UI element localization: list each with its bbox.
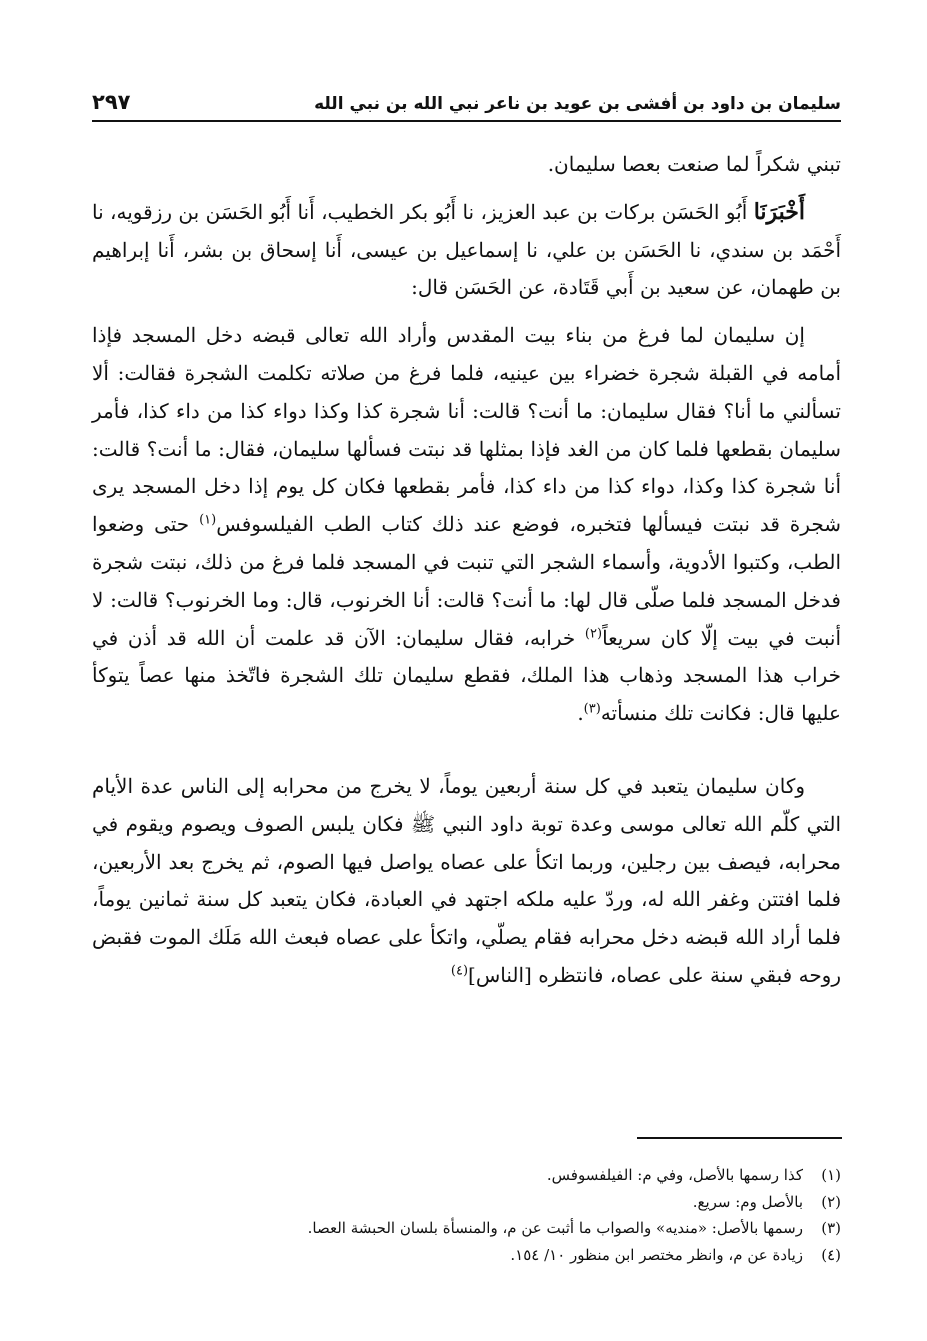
footnote-text: زيادة عن م، وانظر مختصر ابن منظور ١٠/ ١٥٤. [510,1245,803,1264]
paragraph-worship [92,768,841,995]
footnote-ref-1[interactable]: (١) [199,512,217,528]
footnote-number: (٤) [821,1245,841,1264]
footnote-ref-2[interactable]: (٢) [584,625,603,641]
story-text-d: . [577,701,584,726]
footnote-number: (١) [821,1166,841,1184]
worship-text: وكان سليمان يتعبد في كل سنة أربعين يوماً، لا يخرج من محرابه إلى الناس عدة الأيام التي كلّم الله تعالى موسى وعدة توبة داود النبي ﷺ فكان يلبس الصوف ويصوم ويقوم في محرابه، فيصف بين رجلين، وربما اتكأ على عصاه يواصل فيها الصوم، ثم يخرج بعد الأربعين، فلما افتتن وغفر الله له، وردّ عليه ملكه اجتهد في العبادة، فكان يتعبد كل سنة ثمانين يوماً، فلما أراد الله قبضه دخل محرابه فقام يصلّي، واتكأ على عصاه فبعث الله مَلَك الموت فقبض روحه فبقي سنة على عصاه، فانتظره [الناس] [92,773,841,987]
paragraph-1-text: تبني شكراً لما صنعت بعصا سليمان. [547,152,841,176]
footnote-number: (٢) [821,1192,841,1211]
footnote-number: (٣) [821,1219,841,1237]
paragraph-isnad [92,194,841,307]
footnote-3 [92,1215,841,1242]
footnote-2 [92,1189,841,1216]
page-header [92,78,841,122]
footnote-4 [92,1242,841,1269]
paragraph-1 [92,146,841,184]
footnote-text: رسمها بالأصل: «منديه» والصواب ما أثبت عن م، والمنسأة بلسان الحبشة العصا. [307,1219,803,1237]
footnote-text: كذا رسمها بالأصل، وفي م: الفيلفسوفس. [546,1166,803,1184]
footnote-1 [92,1162,841,1189]
running-title: سليمان بن داود بن أفشى بن عويد بن ناعر نبي الله بن نبي الله [314,94,841,114]
footnote-separator [637,1137,842,1139]
page-number: ٢٩٧ [92,90,131,114]
main-text [92,146,841,995]
isnad-text: أَبُو الحَسَن بركات بن عبد العزيز، نا أَبُو بكر الخطيب، أَنا أَبُو الحَسَن بن رزقويه، نا أَحْمَد بن سندي، نا الحَسَن بن علي، نا إسماعيل بن عيسى، أَنا إسحاق بن بشر، أَنا إبراهيم بن طهمان، عن سعيد بن أَبي قَتَادة، عن الحَسَن قال: [92,199,841,300]
paragraph-story [92,317,841,733]
footnote-ref-4[interactable]: (٤) [450,963,469,979]
footnote-text: بالأصل وم: سريع. [692,1192,803,1211]
footnotes [92,1162,841,1268]
story-text-b: حتى وضعوا الطب، وكتبوا الأدوية، وأسماء الشجر التي تنبت في المسجد فلما فرغ من ذلك، نبتت شجرة فدخل المسجد فلما صلّى قال لها: ما أنت؟ قالت: أنا الخرنوب، قال: وما الخرنوب؟ قالت: لا أنبت في بيت إلّا كان سريعاً [92,512,842,650]
story-text-a: إن سليمان لما فرغ من بناء بيت المقدس وأراد الله تعالى قبضه دخل المسجد فإذا أمامه في القبلة شجرة خضراء بين عينيه، فلما فرغ من صلاته تكلمت الشجرة فقالت: ألا تسألني ما أنا؟ فقال سليمان: ما أنت؟ قالت: أنا شجرة كذا وكذا دواء كذا من داء كذا، فأمر سليمان بقطعها فلما كان من الغد فإذا بمثلها قد نبتت فسألها سليمان، فقال: ما أنت؟ قالت: أنا شجرة كذا وكذا، دواء كذا من داء كذا، فأمر بقطعها فكان كل يوم إذا دخل المسجد يرى شجرة قد نبتت فيسألها فتخبره، فوضع عند ذلك كتاب الطب الفيلسوفس [92,323,841,537]
lead-word: أَخْبَرَنَا [753,198,806,225]
story-text-c: خرابه، فقال سليمان: الآن قد علمت أن الله قد أذن في خراب هذا المسجد وذهاب هذا الملك، فقطع سليمان تلك الشجرة فاتّخذ منها عصاً يتوكأ عليها قال: فكانت تلك منسأته [92,625,842,726]
footnote-ref-3[interactable]: (٣) [583,701,601,717]
